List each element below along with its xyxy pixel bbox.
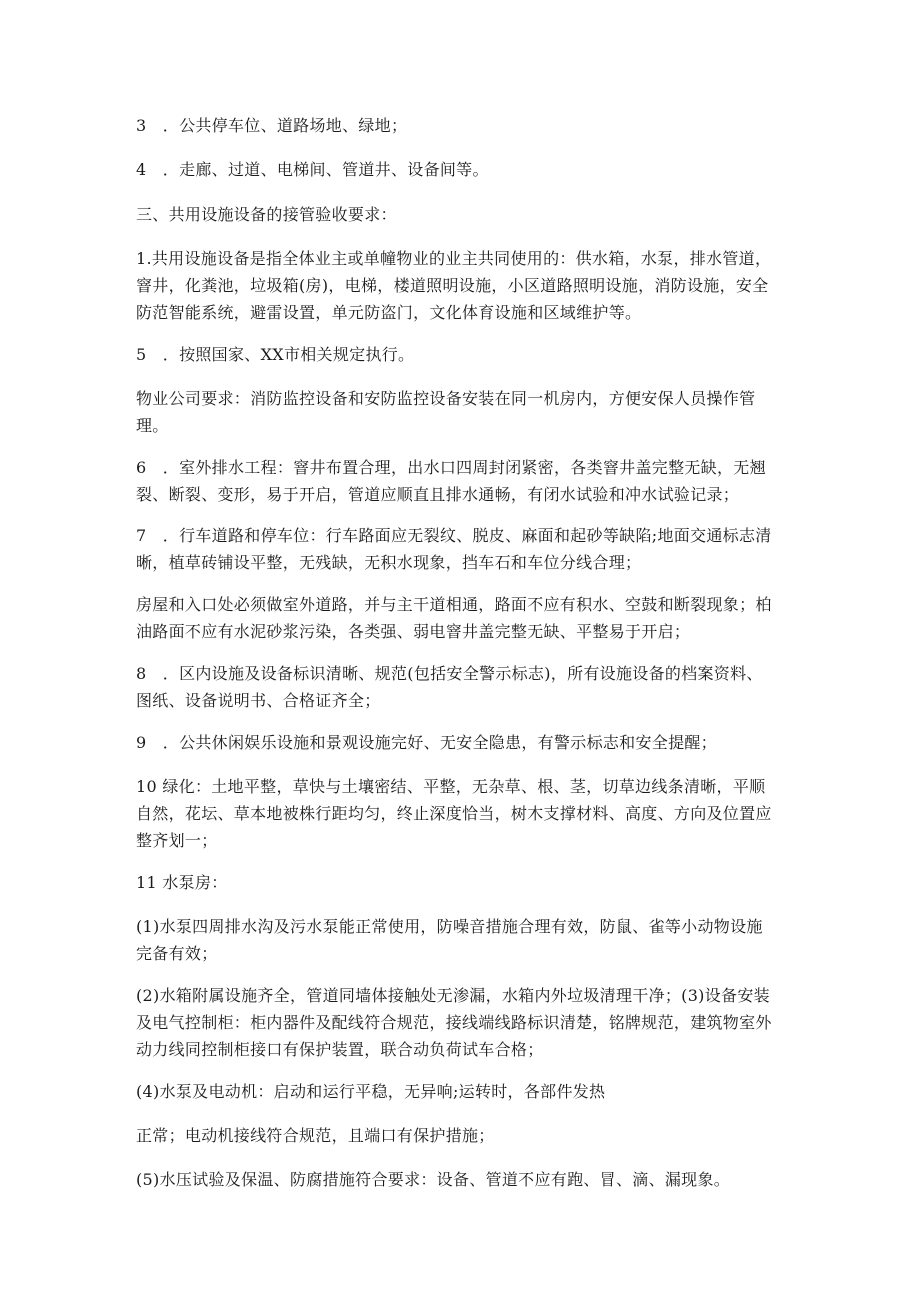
paragraph-item-9: 9 ．公共休闲娱乐设施和景观设施完好、无安全隐患，有警示标志和安全提醒；	[136, 733, 717, 752]
paragraph-pump-4: (4)水泵及电动机：启动和运行平稳，无异响;运转时，各部件发热	[136, 1082, 606, 1101]
paragraph-pump-2-3: (2)水箱附属设施齐全，管道同墙体接触处无渗漏，水箱内外垃圾清理干净；(3)设备安装及电气控制柜：柜内器件及配线符合规范，接线端线路标识清楚，铭牌规范，建筑物室外动力线同控制柜接口有保护装置，联合动负荷试车合格；	[136, 986, 772, 1059]
paragraph-pump-4-continued: 正常；电动机接线符合规范，且端口有保护措施；	[136, 1126, 495, 1145]
paragraph-item-8: 8 ．区内设施及设备标识清晰、规范(包括安全警示标志)，所有设施设备的档案资料、图纸、设备说明书、合格证齐全；	[136, 664, 763, 710]
paragraph-roads: 房屋和入口处必须做室外道路，并与主干道相通，路面不应有积水、空鼓和断裂现象；柏油路面不应有水泥砂浆污染，各类强、弱电窨井盖完整无缺、平整易于开启；	[136, 595, 772, 641]
paragraph-item-6: 6 ．室外排水工程：窨井布置合理，出水口四周封闭紧密，各类窨井盖完整无缺，无翘裂、断裂、变形，易于开启，管道应顺直且排水通畅，有闭水试验和冲水试验记录；	[136, 458, 766, 504]
paragraph-pump-5: (5)水压试验及保温、防腐措施符合要求：设备、管道不应有跑、冒、滴、漏现象。	[136, 1170, 731, 1189]
paragraph-pump-1: (1)水泵四周排水沟及污水泵能正常使用，防噪音措施合理有效，防鼠、雀等小动物设施完备有效；	[136, 917, 763, 963]
paragraph-property-requirement: 物业公司要求：消防监控设备和安防监控设备安装在同一机房内，方便安保人员操作管理。	[136, 389, 756, 435]
paragraph-item-4: 4 ．走廊、过道、电梯间、管道井、设备间等。	[136, 160, 489, 179]
paragraph-item-3: 3 ．公共停车位、道路场地、绿地；	[136, 116, 408, 135]
paragraph-item-11-pump-room: 11 水泵房：	[136, 873, 228, 892]
paragraph-item-5: 5 ．按照国家、XX市相关规定执行。	[136, 345, 415, 364]
section-heading-3: 三、共用设施设备的接管验收要求：	[136, 205, 397, 224]
paragraph-shared-facilities: 1.共用设施设备是指全体业主或单幢物业的业主共同使用的：供水箱，水泵，排水管道，窨井，化粪池，垃圾箱(房)，电梯，楼道照明设施，小区道路照明设施，消防设施，安全防范智能系统，避雷设置，单元防盗门，文化体育设施和区域维护等。	[136, 249, 772, 322]
paragraph-item-7: 7 ．行车道路和停车位：行车路面应无裂纹、脱皮、麻面和起砂等缺陷;地面交通标志清晰，植草砖铺设平整，无残缺，无积水现象，挡车石和车位分线合理；	[136, 526, 772, 572]
paragraph-item-10-greening: 10 绿化：土地平整，草快与土壤密结、平整，无杂草、根、茎，切草边线条清晰，平顺自然，花坛、草本地被株行距均匀，终止深度恰当，树木支撑材料、高度、方向及位置应整齐划一；	[136, 777, 772, 850]
